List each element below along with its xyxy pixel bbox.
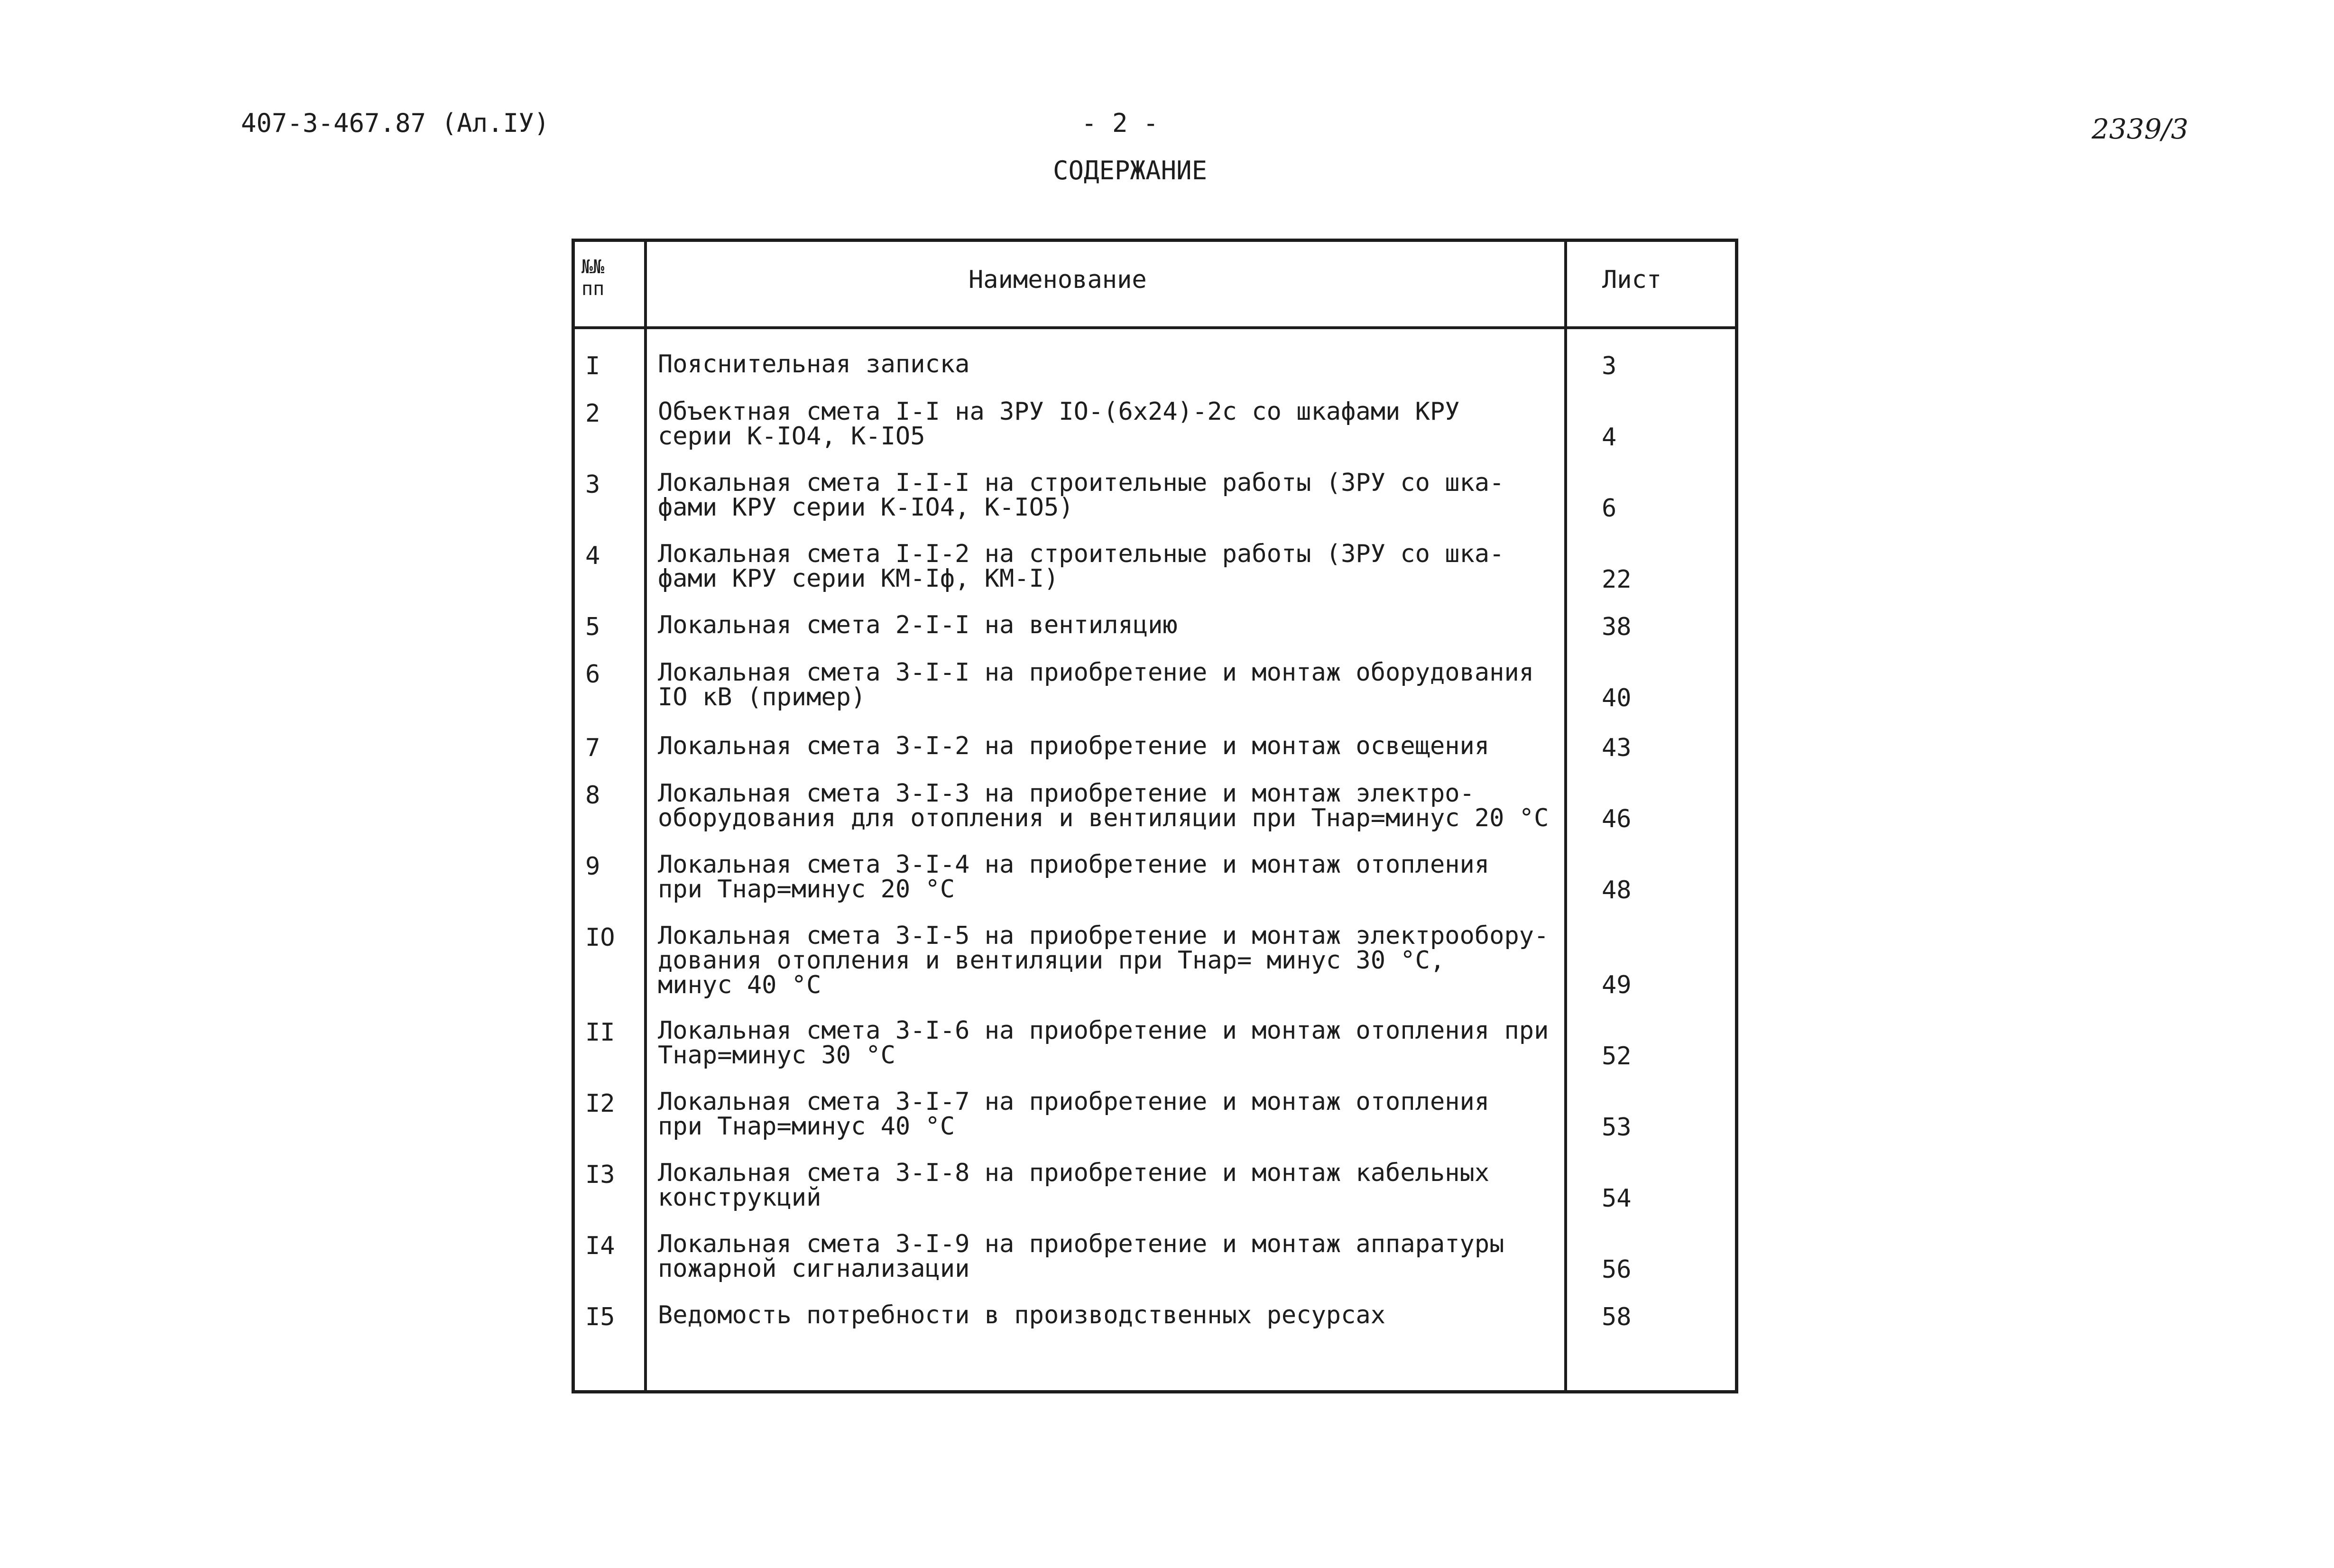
row-name: Локальная смета 3-I-4 на приобретение и монтаж отопления при Тнар=минус 20 °С <box>658 850 1490 904</box>
row-number: I3 <box>585 1161 615 1189</box>
row-sheet: 6 <box>1602 494 1617 523</box>
row-name: Локальная смета 3-I-I на приобретение и монтаж оборудования IO кВ (пример) <box>658 658 1534 711</box>
row-number: 6 <box>585 660 600 689</box>
row-sheet: 38 <box>1602 613 1632 641</box>
row-sheet: 52 <box>1602 1042 1632 1070</box>
row-name: Локальная смета 3-I-9 на приобретение и монтаж аппаратуры пожарной сигнализации <box>658 1230 1504 1283</box>
row-number: I4 <box>585 1232 615 1260</box>
row-sheet: 43 <box>1602 734 1632 762</box>
row-name: Локальная смета 3-I-5 на приобретение и монтаж электрообору- дования отопления и вентиляции при Тнар= минус 30 °С, минус 40 °С <box>658 922 1549 999</box>
header-divider <box>575 326 1735 329</box>
column-header-name: Наименование <box>969 266 1147 294</box>
column-divider <box>1564 242 1567 1390</box>
row-name: Локальная смета 3-I-8 на приобретение и монтаж кабельных конструкций <box>658 1159 1490 1212</box>
row-sheet: 49 <box>1602 971 1632 999</box>
row-number: 2 <box>585 399 600 428</box>
row-number: 4 <box>585 542 600 570</box>
row-number: I2 <box>585 1089 615 1118</box>
row-name: Локальная смета 2-I-I на вентиляцию <box>658 611 1178 639</box>
row-number: I <box>585 352 600 380</box>
row-sheet: 54 <box>1602 1184 1632 1213</box>
page-title: СОДЕРЖАНИЕ <box>1053 156 1208 185</box>
row-name: Локальная смета I-I-2 на строительные работы (ЗРУ со шка- фами КРУ серии КМ-Iф, КМ-I) <box>658 540 1504 593</box>
column-divider <box>644 242 647 1390</box>
row-name: Локальная смета I-I-I на строительные работы (ЗРУ со шка- фами КРУ серии К-IO4, К-IO5) <box>658 469 1504 522</box>
row-sheet: 3 <box>1602 352 1617 380</box>
row-sheet: 40 <box>1602 684 1632 712</box>
row-sheet: 56 <box>1602 1255 1632 1284</box>
row-name: Ведомость потребности в производственных ресурсах <box>658 1301 1386 1329</box>
document-code: 407-3-467.87 (Ал.IУ) <box>241 108 550 138</box>
row-number: IO <box>585 923 615 952</box>
row-sheet: 53 <box>1602 1113 1632 1142</box>
row-number: 8 <box>585 781 600 810</box>
column-header-sheet: Лист <box>1602 266 1662 294</box>
row-number: 7 <box>585 734 600 762</box>
row-number: 3 <box>585 470 600 499</box>
page-number: - 2 - <box>1081 108 1159 138</box>
contents-table <box>572 239 1738 1393</box>
row-sheet: 22 <box>1602 565 1632 594</box>
row-name: Объектная смета I-I на ЗРУ IO-(6x24)-2с со шкафами КРУ серии К-IO4, К-IO5 <box>658 397 1460 451</box>
row-number: 9 <box>585 852 600 881</box>
row-name: Локальная смета 3-I-7 на приобретение и монтаж отопления при Тнар=минус 40 °С <box>658 1088 1490 1141</box>
sheet-code: 2339/3 <box>2092 113 2189 145</box>
row-number: II <box>585 1018 615 1047</box>
row-number: I5 <box>585 1303 615 1331</box>
row-name: Пояснительная записка <box>658 350 970 378</box>
row-name: Локальная смета 3-I-6 на приобретение и монтаж отопления при Тнар=минус 30 °С <box>658 1016 1549 1070</box>
row-sheet: 58 <box>1602 1303 1632 1331</box>
row-sheet: 48 <box>1602 876 1632 904</box>
row-name: Локальная смета 3-I-3 на приобретение и монтаж электро- оборудования для отопления и вентиляции при Тнар=минус 20 °С <box>658 779 1549 832</box>
row-number: 5 <box>585 613 600 641</box>
row-name: Локальная смета 3-I-2 на приобретение и монтаж освещения <box>658 732 1490 760</box>
row-sheet: 46 <box>1602 805 1632 833</box>
column-header-number: №№ пп <box>581 256 605 300</box>
row-sheet: 4 <box>1602 423 1617 452</box>
